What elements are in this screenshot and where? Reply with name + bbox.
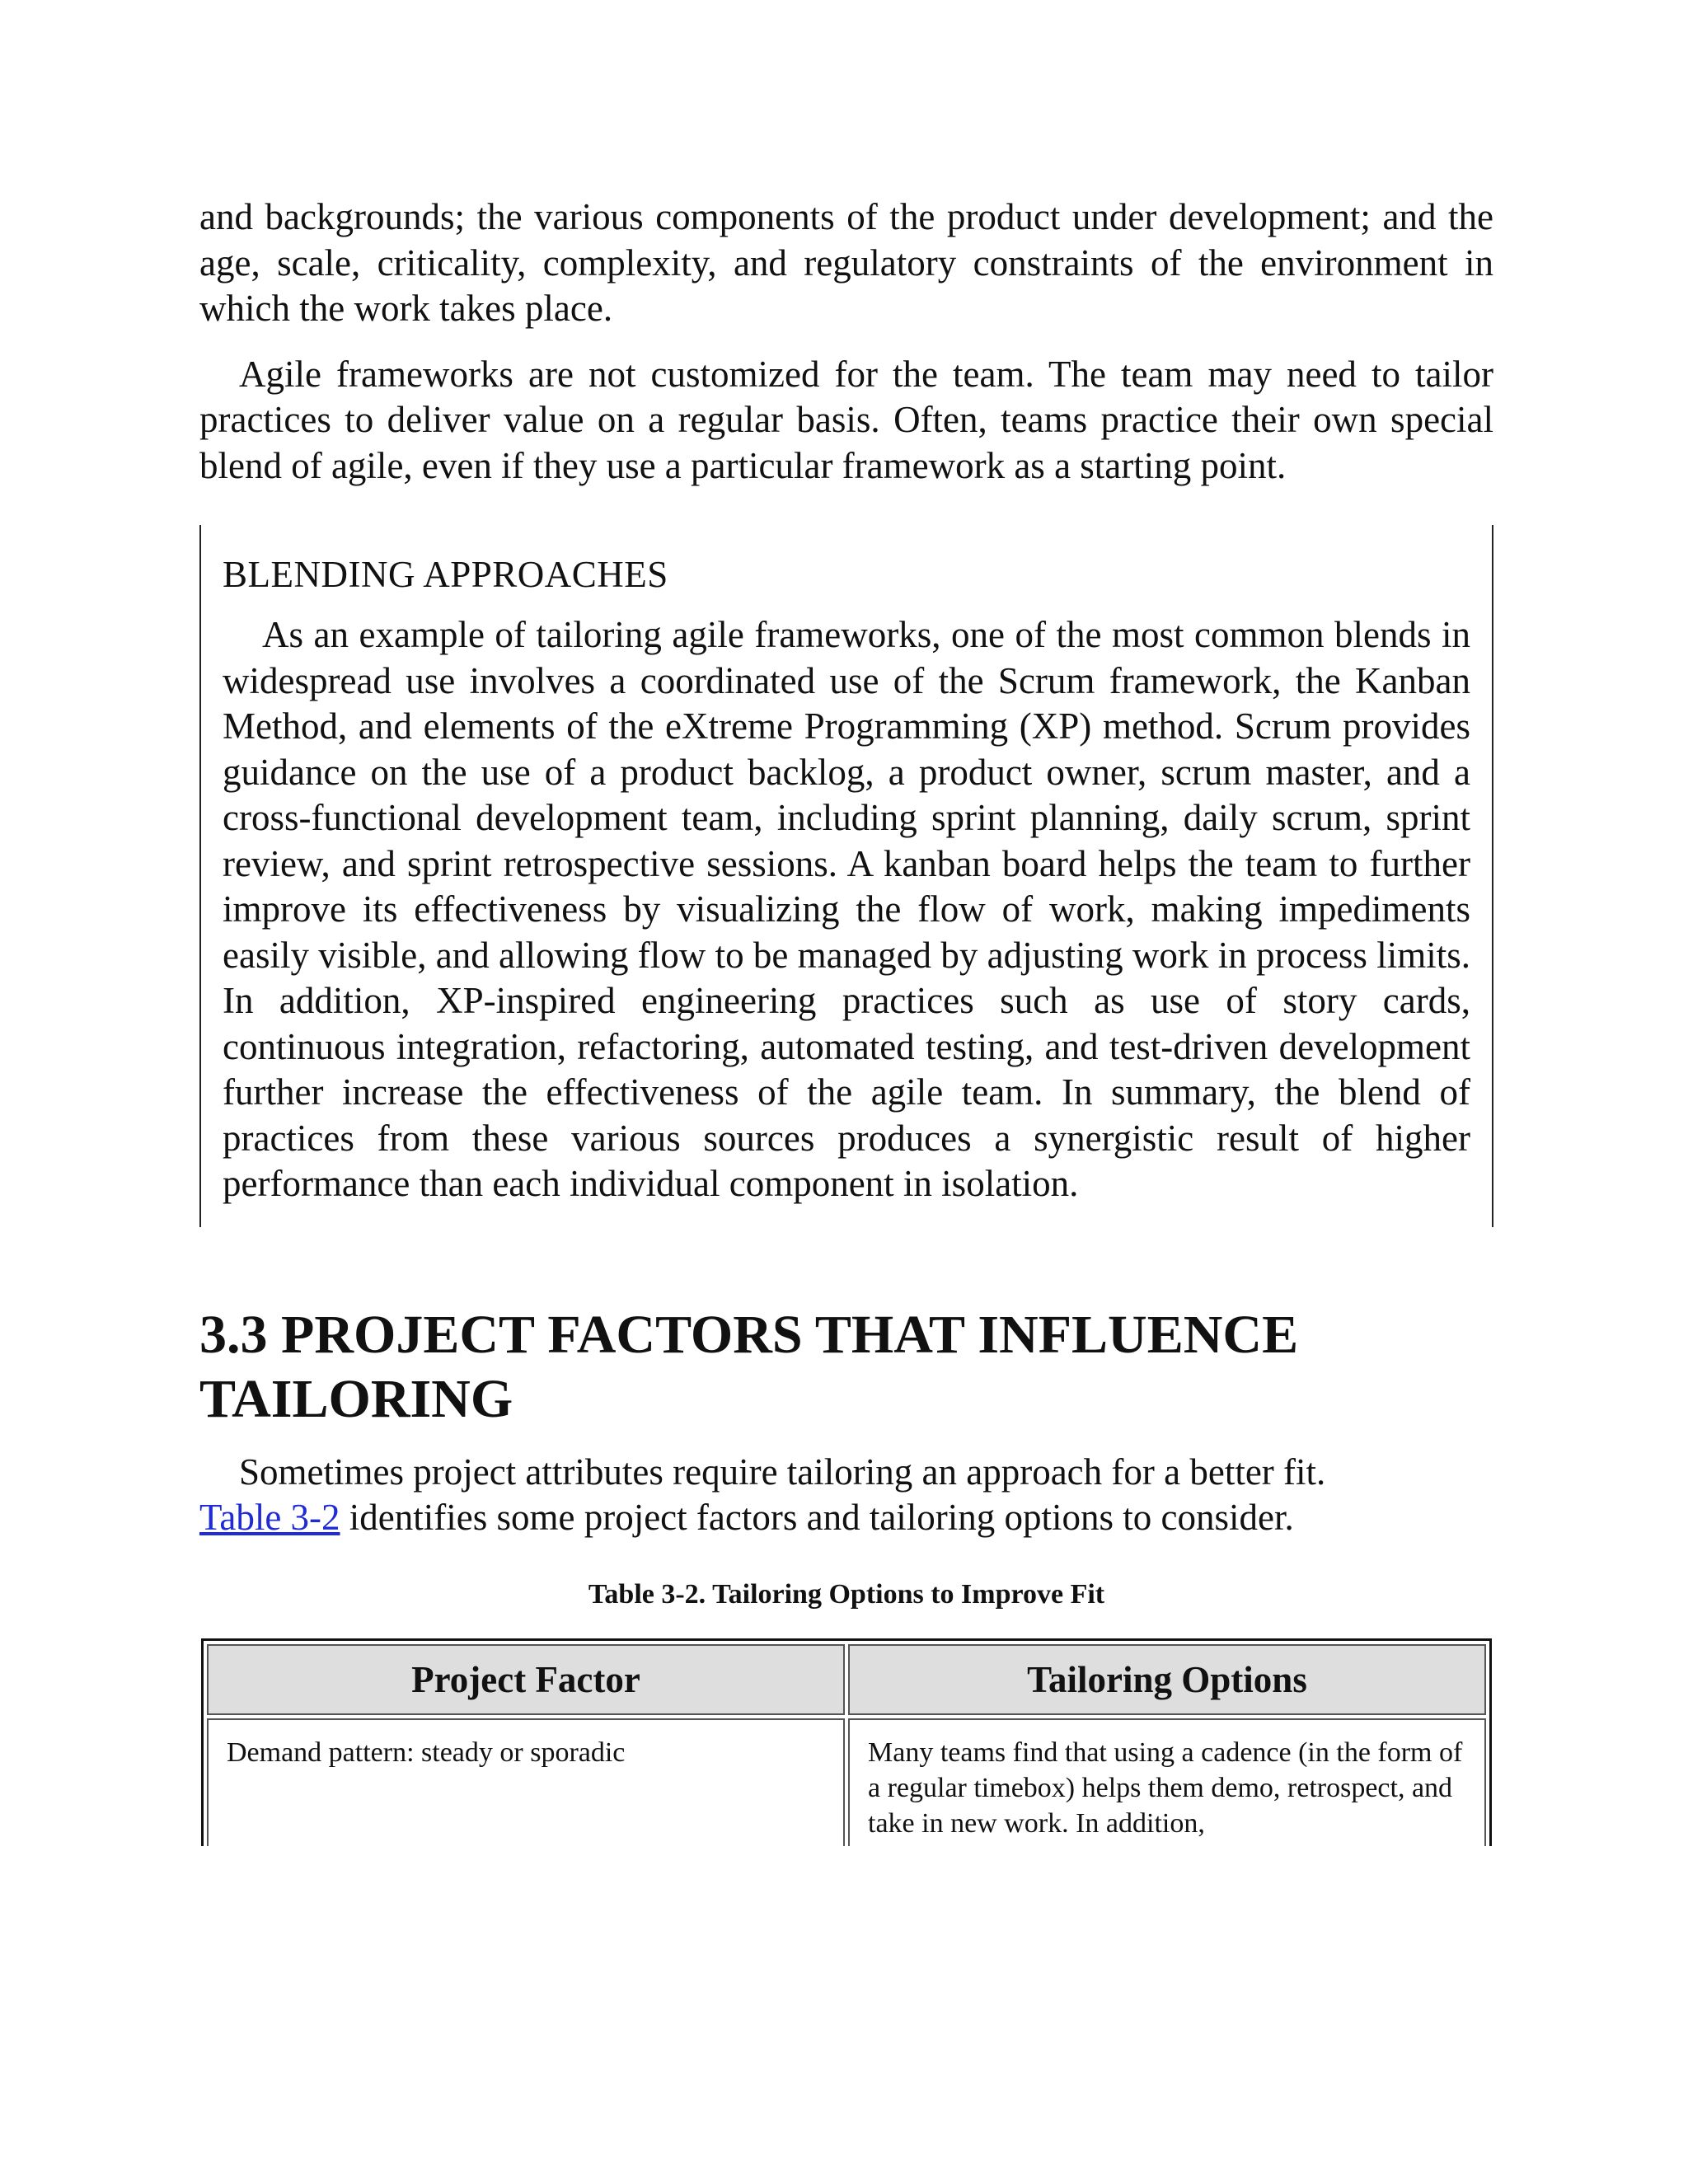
section-intro-tail: identifies some project factors and tailoring options to consider. — [349, 1497, 1294, 1538]
section-heading: 3.3 PROJECT FACTORS THAT INFLUENCE TAILORING — [199, 1304, 1299, 1429]
header-project-factor: Project Factor — [207, 1644, 845, 1715]
table-header-row — [207, 1644, 1486, 1715]
cell-tailoring-options: Many teams find that using a cadence (in the form of a regular timebox) helps them demo, retrospect, and take in new work. In addition, — [848, 1718, 1486, 1846]
tailoring-options-table — [201, 1638, 1492, 1846]
paragraph-continuation: and backgrounds; the various components of the product under development; and the age, scale, criticality, complexity, and regulatory constraints of the environment in which the work takes place. — [199, 196, 1493, 329]
sidebar-title: BLENDING APPROACHES — [223, 554, 668, 595]
table-3-2-link[interactable]: Table 3-2 — [199, 1497, 340, 1538]
document-page — [199, 194, 1493, 1846]
sidebar-text: As an example of tailoring agile frameworks, one of the most common blends in widespread use involves a coordinated use of the Scrum framework, the Kanban Method, and elements of the eXtreme Programming (XP) method. Scrum provides guidance on the use of a product backlog, a product owner, scrum master, and a cross-functional development team, including sprint planning, daily scrum, sprint review, and sprint retrospective sessions. A kanban board helps the team to further improve its effectiveness by visualizing the flow of work, making impediments easily visible, and allowing flow to be managed by adjusting work in process limits. In addition, XP-inspired engineering practices such as use of story cards, continuous integration, refactoring, automated testing, and test-driven development further increase the effectiveness of the agile team. In summary, the blend of practices from these various sources produces a synergistic result of higher performance than each individual component in isolation. — [223, 614, 1470, 1204]
table-row — [207, 1718, 1486, 1846]
paragraph-agile-frameworks: Agile frameworks are not customized for the team. The team may need to tailor practices to deliver value on a regular basis. Often, teams practice their own special blend of agile, even if they use a particular framework as a starting point. — [199, 353, 1493, 486]
section-intro — [199, 1450, 1493, 1541]
header-tailoring-options: Tailoring Options — [848, 1644, 1486, 1715]
sidebar-blending-approaches — [199, 525, 1493, 1227]
table-container — [201, 1638, 1492, 1846]
section-intro-lead: Sometimes project attributes require tailoring an approach for a better fit. — [239, 1451, 1326, 1493]
table-caption: Table 3-2. Tailoring Options to Improve Fit — [588, 1578, 1105, 1610]
cell-project-factor: Demand pattern: steady or sporadic — [207, 1718, 845, 1846]
